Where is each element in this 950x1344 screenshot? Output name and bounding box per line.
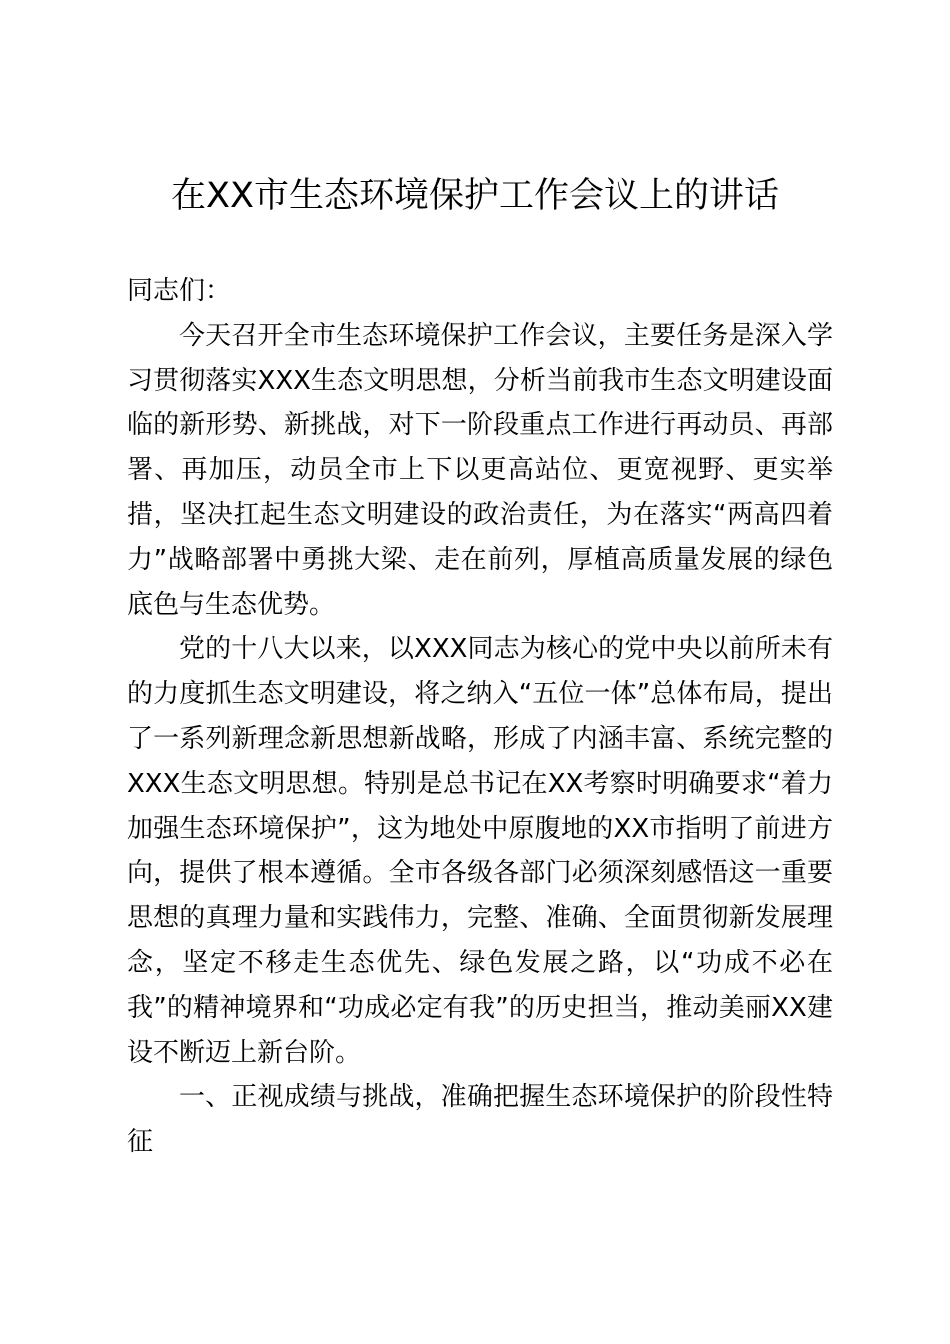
document-title: 在XX市生态环境保护工作会议上的讲话: [171, 176, 779, 216]
paragraph-intro: 今天召开全市生态环境保护工作会议，主要任务是深入学习贯彻落实XXX生态文明思想，分析当前我市生态文明建设面临的新形势、新挑战，对下一阶段重点工作进行再动员、再部署、再加压，动员全市上下以更高站位、更宽视野、更实举措，坚决扛起生态文明建设的政治责任，为在落实“两高四着力”战略部署中勇挑大梁、走在前列，厚植高质量发展的绿色底色与生态优势。: [127, 320, 833, 620]
paragraph-background: 党的十八大以来，以XXX同志为核心的党中央以前所未有的力度抓生态文明建设，将之纳入“五位一体”总体布局，提出了一系列新理念新思想新战略，形成了内涵丰富、系统完整的XXX生态文明思想。特别是总书记在XX考察时明确要求“着力加强生态环境保护”，这为地处中原腹地的XX市指明了前进方向，提供了根本遵循。全市各级各部门必须深刻感悟这一重要思想的真理力量和实践伟力，完整、准确、全面贯彻新发展理念，坚定不移走生态优先、绿色发展之路，以“功成不必在我”的精神境界和“功成必定有我”的历史担当，推动美丽XX建设不断迈上新台阶。: [127, 634, 833, 1068]
section-heading-1: 一、正视成绩与挑战，准确把握生态环境保护的阶段性特征: [127, 1082, 833, 1158]
salutation: 同志们：: [127, 276, 232, 306]
document-body: [127, 269, 833, 1165]
